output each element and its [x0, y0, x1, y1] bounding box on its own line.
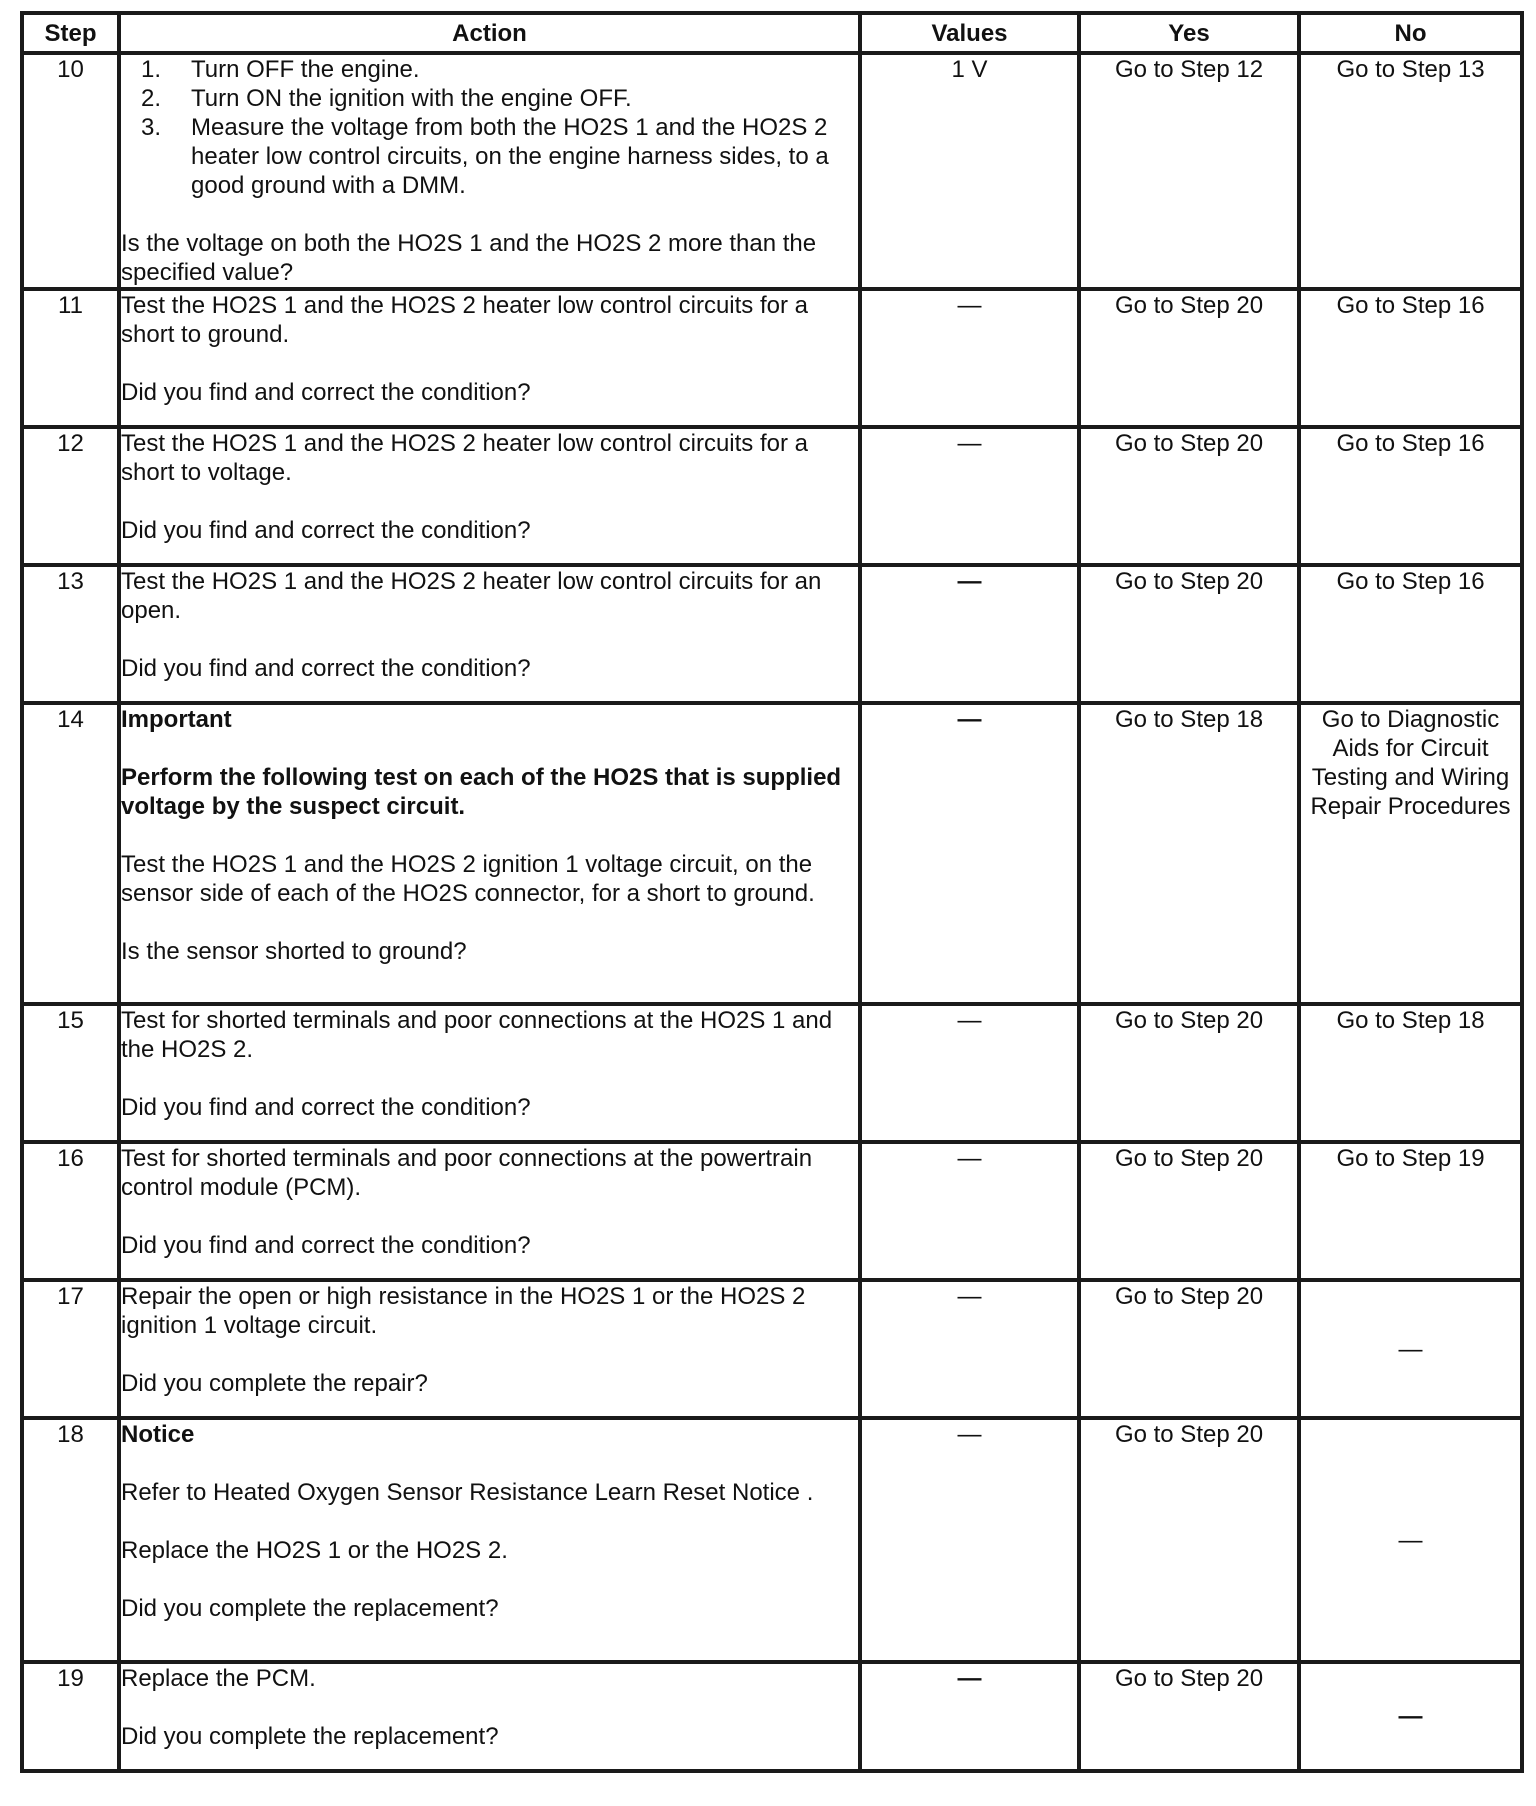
action-question: Did you find and correct the condition?: [121, 1232, 531, 1259]
step-number: 18: [22, 1418, 119, 1662]
important-text: Perform the following test on each of the HO2S that is supplied voltage by the suspect circuit.: [121, 764, 842, 820]
value-cell: —: [860, 1418, 1079, 1662]
step-number: 11: [22, 289, 119, 427]
action-text: Test the HO2S 1 and the HO2S 2 heater low control circuits for an open.: [121, 568, 822, 624]
action-text: Repair the open or high resistance in the HO2S 1 or the HO2S 2 ignition 1 voltage circuit.: [121, 1283, 806, 1339]
action-cell: [119, 53, 860, 289]
action-text: Test for shorted terminals and poor connections at the HO2S 1 and the HO2S 2.: [121, 1007, 833, 1063]
yes-link[interactable]: Go to Step 20: [1079, 1662, 1299, 1771]
action-text-2: Replace the HO2S 1 or the HO2S 2.: [121, 1537, 508, 1564]
yes-link[interactable]: Go to Step 20: [1079, 427, 1299, 565]
action-cell: [119, 289, 860, 427]
action-question: Is the sensor shorted to ground?: [121, 938, 467, 965]
yes-link[interactable]: Go to Step 18: [1079, 703, 1299, 1004]
action-text: Refer to Heated Oxygen Sensor Resistance Learn Reset Notice .: [121, 1479, 814, 1506]
yes-link[interactable]: Go to Step 20: [1079, 1280, 1299, 1418]
step-number: 12: [22, 427, 119, 565]
table-row-step-19: [22, 1662, 1522, 1771]
step-number: 13: [22, 565, 119, 703]
yes-link[interactable]: Go to Step 20: [1079, 289, 1299, 427]
yes-link[interactable]: Go to Step 20: [1079, 1418, 1299, 1662]
action-text: Test for shorted terminals and poor connections at the powertrain control module (PCM).: [121, 1145, 813, 1201]
action-text: Test the HO2S 1 and the HO2S 2 heater low control circuits for a short to ground.: [121, 292, 808, 348]
header-step: Step: [22, 13, 119, 53]
yes-link[interactable]: Go to Step 20: [1079, 565, 1299, 703]
action-question: Did you find and correct the condition?: [121, 655, 531, 682]
step-number: 19: [22, 1662, 119, 1771]
action-question: Did you complete the repair?: [121, 1370, 428, 1397]
action-cell: [119, 703, 860, 1004]
no-link[interactable]: Go to Diagnostic Aids for Circuit Testing and Wiring Repair Procedures: [1299, 703, 1522, 1004]
value-cell: —: [860, 1142, 1079, 1280]
action-cell: [119, 427, 860, 565]
notice-heading: Notice: [121, 1421, 195, 1448]
table-row-step-16: [22, 1142, 1522, 1280]
value-cell: 1 V: [860, 53, 1079, 289]
table-row-step-11: [22, 289, 1522, 427]
table-row-step-14: [22, 703, 1522, 1004]
diagnostic-table-container: [20, 11, 1520, 1773]
table-row-step-18: [22, 1418, 1522, 1662]
diagnostic-table: [20, 11, 1524, 1773]
table-row-step-13: [22, 565, 1522, 703]
action-question: Did you find and correct the condition?: [121, 1094, 531, 1121]
list-item: 2. Turn ON the ignition with the engine OFF.: [140, 85, 632, 112]
yes-link[interactable]: Go to Step 12: [1079, 53, 1299, 289]
step-number: 15: [22, 1004, 119, 1142]
no-link[interactable]: Go to Step 18: [1299, 1004, 1522, 1142]
header-values: Values: [860, 13, 1079, 53]
important-heading: Important: [121, 706, 232, 733]
table-row-step-17: [22, 1280, 1522, 1418]
yes-link[interactable]: Go to Step 20: [1079, 1004, 1299, 1142]
header-yes: Yes: [1079, 13, 1299, 53]
step-number: 17: [22, 1280, 119, 1418]
value-cell: —: [860, 427, 1079, 565]
value-cell: —: [860, 289, 1079, 427]
no-link[interactable]: Go to Step 16: [1299, 565, 1522, 703]
no-value: —: [1299, 1662, 1522, 1771]
header-action: Action: [119, 13, 860, 53]
action-question: Did you complete the replacement?: [121, 1595, 499, 1622]
value-cell: —: [860, 1662, 1079, 1771]
step-number: 14: [22, 703, 119, 1004]
no-link[interactable]: Go to Step 16: [1299, 427, 1522, 565]
action-question: Did you find and correct the condition?: [121, 379, 531, 406]
action-text: Replace the PCM.: [121, 1665, 316, 1692]
no-value: —: [1299, 1418, 1522, 1662]
value-cell: —: [860, 565, 1079, 703]
step-number: 10: [22, 53, 119, 289]
action-question: Did you complete the replacement?: [121, 1723, 499, 1750]
action-cell: [119, 1418, 860, 1662]
value-cell: —: [860, 1004, 1079, 1142]
no-value: —: [1299, 1280, 1522, 1418]
table-row-step-12: [22, 427, 1522, 565]
action-question: Is the voltage on both the HO2S 1 and the HO2S 2 more than the specified value?: [121, 230, 817, 286]
header-no: No: [1299, 13, 1522, 53]
header-row: [22, 13, 1522, 53]
table-row-step-15: [22, 1004, 1522, 1142]
no-link[interactable]: Go to Step 16: [1299, 289, 1522, 427]
action-cell: [119, 1662, 860, 1771]
action-cell: [119, 1280, 860, 1418]
action-list: [121, 55, 858, 200]
list-item: 1. Turn OFF the engine.: [140, 56, 420, 83]
list-item: 3. Measure the voltage from both the HO2S 1 and the HO2S 2 heater low control circuits, on the engine harness sides, to a good ground with a DMM.: [140, 114, 829, 199]
yes-link[interactable]: Go to Step 20: [1079, 1142, 1299, 1280]
action-question: Did you find and correct the condition?: [121, 517, 531, 544]
action-cell: [119, 565, 860, 703]
action-text: Test the HO2S 1 and the HO2S 2 heater low control circuits for a short to voltage.: [121, 430, 808, 486]
action-text: Test the HO2S 1 and the HO2S 2 ignition 1 voltage circuit, on the sensor side of each of the HO2S connector, for a short to ground.: [121, 851, 815, 907]
no-link[interactable]: Go to Step 13: [1299, 53, 1522, 289]
action-cell: [119, 1142, 860, 1280]
table-row-step-10: [22, 53, 1522, 289]
value-cell: —: [860, 703, 1079, 1004]
action-cell: [119, 1004, 860, 1142]
value-cell: —: [860, 1280, 1079, 1418]
no-link[interactable]: Go to Step 19: [1299, 1142, 1522, 1280]
step-number: 16: [22, 1142, 119, 1280]
